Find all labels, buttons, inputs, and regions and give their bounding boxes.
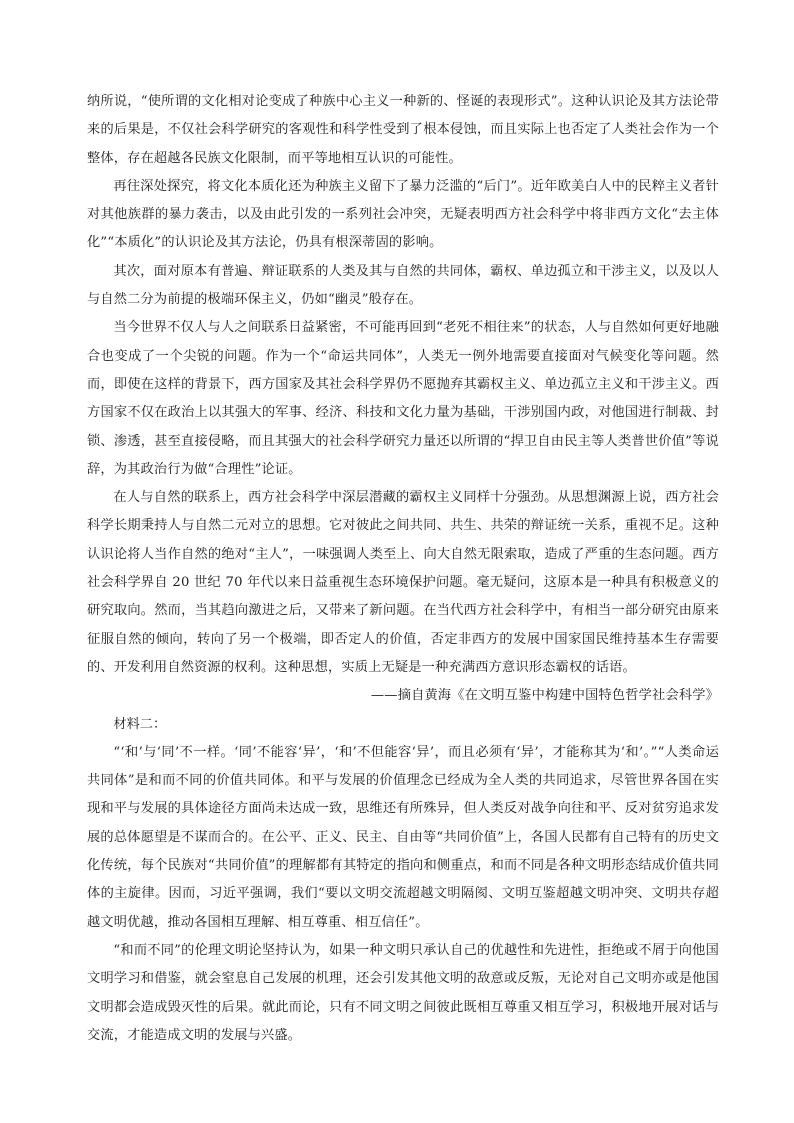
paragraph-6: “‘和’与‘同’不一样。‘同’不能容‘异’，‘和’不但能容‘异’，而且必须有‘异’，才能称其为‘和’。”“人类命运共同体”是和而不同的价值共同体。和平与发展的价值理念已经成为全人类的共同追求，尽管世界各国在实现和平与发展的具体途径方面尚未达成一致，思维还有所殊异，但人类反对战争向往和平、反对贫穷追求发展的总体愿望是不谋而合的。在公平、正义、民主、自由等“共同价值”上，各国人民都有自己特有的历史文化传统，每个民族对“共同价值”的理解都有其特定的指向和侧重点，和而不同是各种文明形态结成价值共同体的主旋律。因而，习近平强调，我们“要以文明交流超越文明隔阂、文明互鉴超越文明冲突、文明共存超越文明优越，推动各国相互理解、相互尊重、相互信任”。 — [87, 744, 719, 930]
document-page — [87, 88, 719, 1050]
paragraph-7: “和而不同”的伦理文明论坚持认为，如果一种文明只承认自己的优越性和先进性，拒绝或不屑于向他国文明学习和借鉴，就会窒息自己发展的机理，还会引发其他文明的敌意或反叛，无论对自己文明亦或是他国文明都会造成毁灭性的后果。就此而论，只有不同文明之间彼此既相互尊重又相互学习，积极地开展对话与交流，才能造成文明的发展与兴盛。 — [87, 942, 719, 1043]
paragraph-3: 其次，面对原本有普遍、辩证联系的人类及其与自然的共同体，霸权、单边孤立和干涉主义，以及以人与自然二分为前提的极端环保主义，仍如“幽灵”般存在。 — [87, 263, 719, 308]
paragraph-2: 再往深处探究，将文化本质化还为种族主义留下了暴力泛滥的“后门”。近年欧美白人中的民粹主义者针对其他族群的暴力袭击，以及由此引发的一系列社会冲突，无疑表明西方社会科学中将非西方文化“去主体化”“本质化”的认识论及其方法论，仍具有根深蒂固的影响。 — [87, 178, 719, 251]
paragraph-5: 在人与自然的联系上，西方社会科学中深层潜藏的霸权主义同样十分强劲。从思想渊源上说，西方社会科学长期秉持人与自然二元对立的思想。它对彼此之间共同、共生、共荣的辩证统一关系，重视不足。这种认识论将人当作自然的绝对“主人”，一味强调人类至上、向大自然无限索取，造成了严重的生态问题。西方社会科学界自 20 世纪 70 年代以来日益重视生态环境保护问题。毫无疑问，这原本是一种具有积极意义的研究取向。然而，当其趋向激进之后，又带来了新问题。在当代西方社会科学中，有相当一部分研究由原来征服自然的倾向，转向了另一个极端，即否定人的价值，否定非西方的发展中国家国民维持基本生存需要的、开发利用自然资源的权利。这种思想，实质上无疑是一种充满西方意识形态霸权的话语。 — [87, 490, 719, 675]
paragraph-4: 当今世界不仅人与人之间联系日益紧密，不可能再回到“老死不相往来”的状态，人与自然如何更好地融合也变成了一个尖锐的问题。作为一个“命运共同体”，人类无一例外地需要直接面对气候变化等问题。然而，即使在这样的背景下，西方国家及其社会科学界仍不愿抛弃其霸权主义、单边孤立主义和干涉主义。西方国家不仅在政治上以其强大的军事、经济、科技和文化力量为基础，干涉别国内政，对他国进行制裁、封锁、渗透，甚至直接侵略，而且其强大的社会科学研究力量还以所谓的“捍卫自由民主等人类普世价值”等说辞，为其政治行为做“合理性”论证。 — [87, 320, 719, 477]
paragraph-1: 纳所说，“使所谓的文化相对论变成了种族中心主义一种新的、怪诞的表现形式”。这种认识论及其方法论带来的后果是，不仅社会科学研究的客观性和科学性受到了根本侵蚀，而且实际上也否定了人类社会作为一个整体，存在超越各民族文化限制，而平等地相互认识的可能性。 — [87, 94, 719, 166]
source-citation: ——摘自黄海《在文明互鉴中构建中国特色哲学社会科学》 — [370, 688, 719, 704]
material-two-heading: 材料二： — [113, 716, 167, 732]
